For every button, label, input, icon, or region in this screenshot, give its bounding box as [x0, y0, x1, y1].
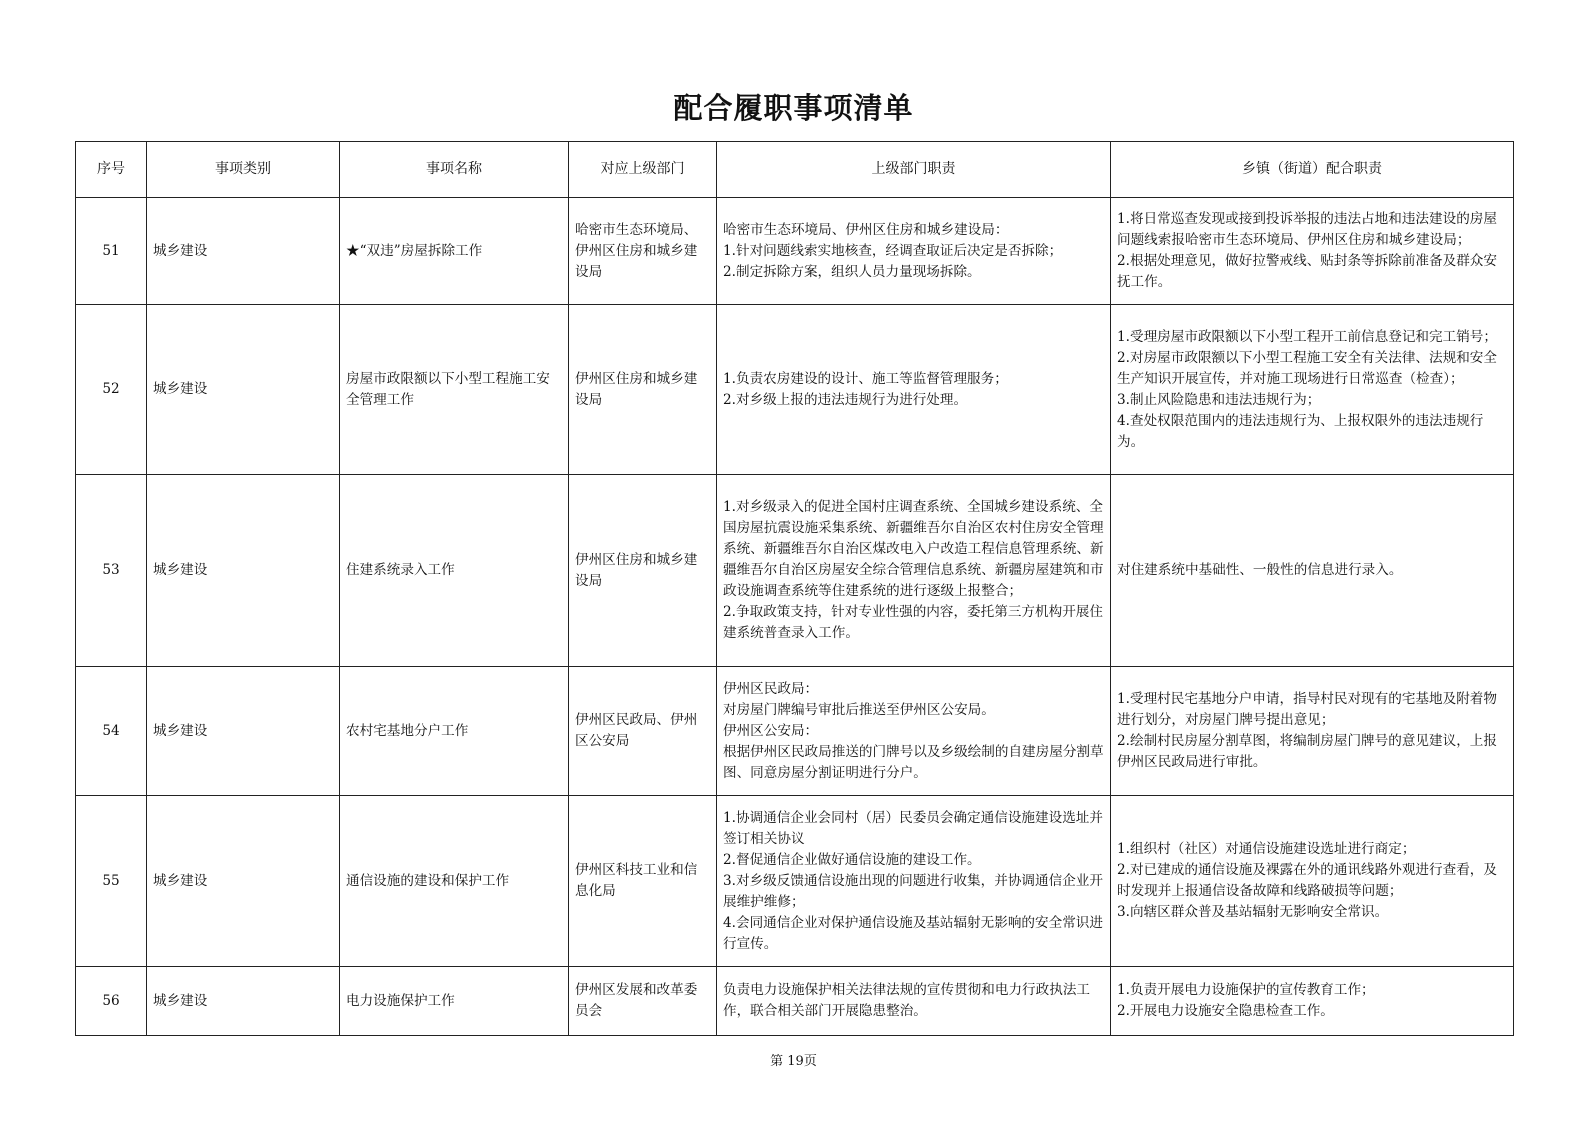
header-dept: 对应上级部门	[569, 142, 717, 198]
duty-line: 3.对乡级反馈通信设施出现的问题进行收集，并协调通信企业开展维护维修；	[723, 872, 1103, 910]
duty-line: 1.针对问题线索实地核查，经调查取证后决定是否拆除；	[723, 242, 1063, 259]
cell-town-duties	[1111, 305, 1514, 475]
cell-seq: 53	[76, 475, 147, 667]
duty-line: 3.向辖区群众普及基站辐射无影响安全常识。	[1117, 904, 1389, 920]
cell-dept: 哈密市生态环境局、伊州区住房和城乡建设局	[569, 198, 717, 305]
header-category: 事项类别	[147, 142, 340, 198]
cell-seq: 51	[76, 198, 147, 305]
cell-name: 电力设施保护工作	[340, 967, 569, 1036]
table-row	[76, 667, 1514, 796]
cell-upper-duties	[717, 667, 1111, 796]
duty-line: 1.协调通信企业会同村（居）民委员会确定通信设施建设选址并签订相关协议	[723, 809, 1103, 847]
cell-dept: 伊州区民政局、伊州区公安局	[569, 667, 717, 796]
cell-category: 城乡建设	[147, 967, 340, 1036]
duty-line: 1.对乡级录入的促进全国村庄调查系统、全国城乡建设系统、全国房屋抗震设施采集系统、新疆维吾尔自治区农村住房安全管理系统、新疆维吾尔自治区煤改电入户改造工程信息管理系统、新疆维吾尔自治区房屋安全综合管理信息系统、新疆房屋建筑和市政设施调查系统等住建系统的进行逐级上报整合；	[723, 499, 1104, 599]
cell-category: 城乡建设	[147, 796, 340, 967]
header-name: 事项名称	[340, 142, 569, 198]
header-seq: 序号	[76, 142, 147, 198]
duty-line: 1.负责农房建设的设计、施工等监督管理服务；	[723, 370, 1008, 387]
duty-line: 4.会同通信企业对保护通信设施及基站辐射无影响的安全常识进行宣传。	[723, 914, 1103, 952]
cell-category: 城乡建设	[147, 198, 340, 305]
duty-line: 2.对乡级上报的违法违规行为进行处理。	[723, 391, 968, 408]
cell-upper-duties	[717, 967, 1111, 1036]
cell-town-duties	[1111, 796, 1514, 967]
page-title: 配合履职事项清单	[673, 91, 914, 125]
cell-seq: 54	[76, 667, 147, 796]
cell-upper-duties	[717, 475, 1111, 667]
cell-town-duties	[1111, 667, 1514, 796]
duty-line: 2.对已建成的通信设施及裸露在外的通讯线路外观进行查看，及时发现并上报通信设备故障和线路破损等问题；	[1117, 862, 1497, 899]
table-row	[76, 475, 1514, 667]
cell-town-duties	[1111, 475, 1514, 667]
header-upper-duties: 上级部门职责	[717, 142, 1111, 198]
header-town-duties: 乡镇（街道）配合职责	[1111, 142, 1514, 198]
duty-line: 1.负责开展电力设施保护的宣传教育工作；	[1117, 982, 1375, 998]
cell-dept: 伊州区科技工业和信息化局	[569, 796, 717, 967]
duty-line: 伊州区民政局：	[723, 680, 819, 697]
table-row	[76, 796, 1514, 967]
duty-line: 2.开展电力设施安全隐患检查工作。	[1117, 1003, 1334, 1019]
cell-category: 城乡建设	[147, 667, 340, 796]
table-row	[76, 305, 1514, 475]
cell-seq: 56	[76, 967, 147, 1036]
cell-town-duties	[1111, 198, 1514, 305]
duty-line: 3.制止风险隐患和违法违规行为；	[1117, 391, 1321, 408]
cell-name: 通信设施的建设和保护工作	[340, 796, 569, 967]
cell-name: 住建系统录入工作	[340, 475, 569, 667]
cell-name: 房屋市政限额以下小型工程施工安全管理工作	[340, 305, 569, 475]
cell-upper-duties	[717, 305, 1111, 475]
page-number: 第 19页	[770, 1054, 817, 1069]
table-row	[76, 198, 1514, 305]
cell-category: 城乡建设	[147, 305, 340, 475]
duty-line: 1.受理村民宅基地分户申请，指导村民对现有的宅基地及附着物进行划分，对房屋门牌号提出意见；	[1117, 691, 1497, 728]
duties-table	[75, 141, 1514, 1036]
cell-dept: 伊州区发展和改革委员会	[569, 967, 717, 1036]
table-row	[76, 967, 1514, 1036]
cell-name: 农村宅基地分户工作	[340, 667, 569, 796]
duty-line: 4.查处权限范围内的违法违规行为、上报权限外的违法违规行为。	[1117, 412, 1484, 450]
cell-dept: 伊州区住房和城乡建设局	[569, 305, 717, 475]
duty-line: 1.组织村（社区）对通信设施建设选址进行商定；	[1117, 841, 1416, 857]
table-header-row	[76, 142, 1514, 198]
duty-line: 2.根据处理意见，做好拉警戒线、贴封条等拆除前准备及群众安抚工作。	[1117, 253, 1497, 290]
cell-name: ★“双违”房屋拆除工作	[340, 198, 569, 305]
duty-line: 2.绘制村民房屋分割草图，将编制房屋门牌号的意见建议，上报伊州区民政局进行审批。	[1117, 733, 1497, 770]
cell-seq: 55	[76, 796, 147, 967]
duty-line: 对房屋门牌编号审批后推送至伊州区公安局。	[723, 701, 995, 718]
duty-line: 根据伊州区民政局推送的门牌号以及乡级绘制的自建房屋分割草图、同意房屋分割证明进行分户。	[723, 743, 1104, 781]
duty-line: 2.争取政策支持，针对专业性强的内容，委托第三方机构开展住建系统普查录入工作。	[723, 604, 1103, 641]
cell-category: 城乡建设	[147, 475, 340, 667]
duty-line: 负责电力设施保护相关法律法规的宣传贯彻和电力行政执法工作，联合相关部门开展隐患整治。	[723, 982, 1091, 1019]
cell-upper-duties	[717, 198, 1111, 305]
cell-seq: 52	[76, 305, 147, 475]
duty-line: 哈密市生态环境局、伊州区住房和城乡建设局：	[723, 221, 1009, 238]
duty-line: 2.督促通信企业做好通信设施的建设工作。	[723, 851, 981, 868]
cell-dept: 伊州区住房和城乡建设局	[569, 475, 717, 667]
duty-line: 伊州区公安局：	[723, 722, 819, 739]
duty-line: 1.将日常巡查发现或接到投诉举报的违法占地和违法建设的房屋问题线索报哈密市生态环境局、伊州区住房和城乡建设局；	[1117, 211, 1497, 248]
cell-upper-duties	[717, 796, 1111, 967]
duty-line: 2.制定拆除方案，组织人员力量现场拆除。	[723, 263, 981, 280]
duty-line: 1.受理房屋市政限额以下小型工程开工前信息登记和完工销号；	[1117, 328, 1497, 345]
duty-line: 2.对房屋市政限额以下小型工程施工安全有关法律、法规和安全生产知识开展宣传，并对施工现场进行日常巡查（检查）；	[1117, 349, 1497, 387]
duty-line: 对住建系统中基础性、一般性的信息进行录入。	[1117, 562, 1403, 578]
cell-town-duties	[1111, 967, 1514, 1036]
